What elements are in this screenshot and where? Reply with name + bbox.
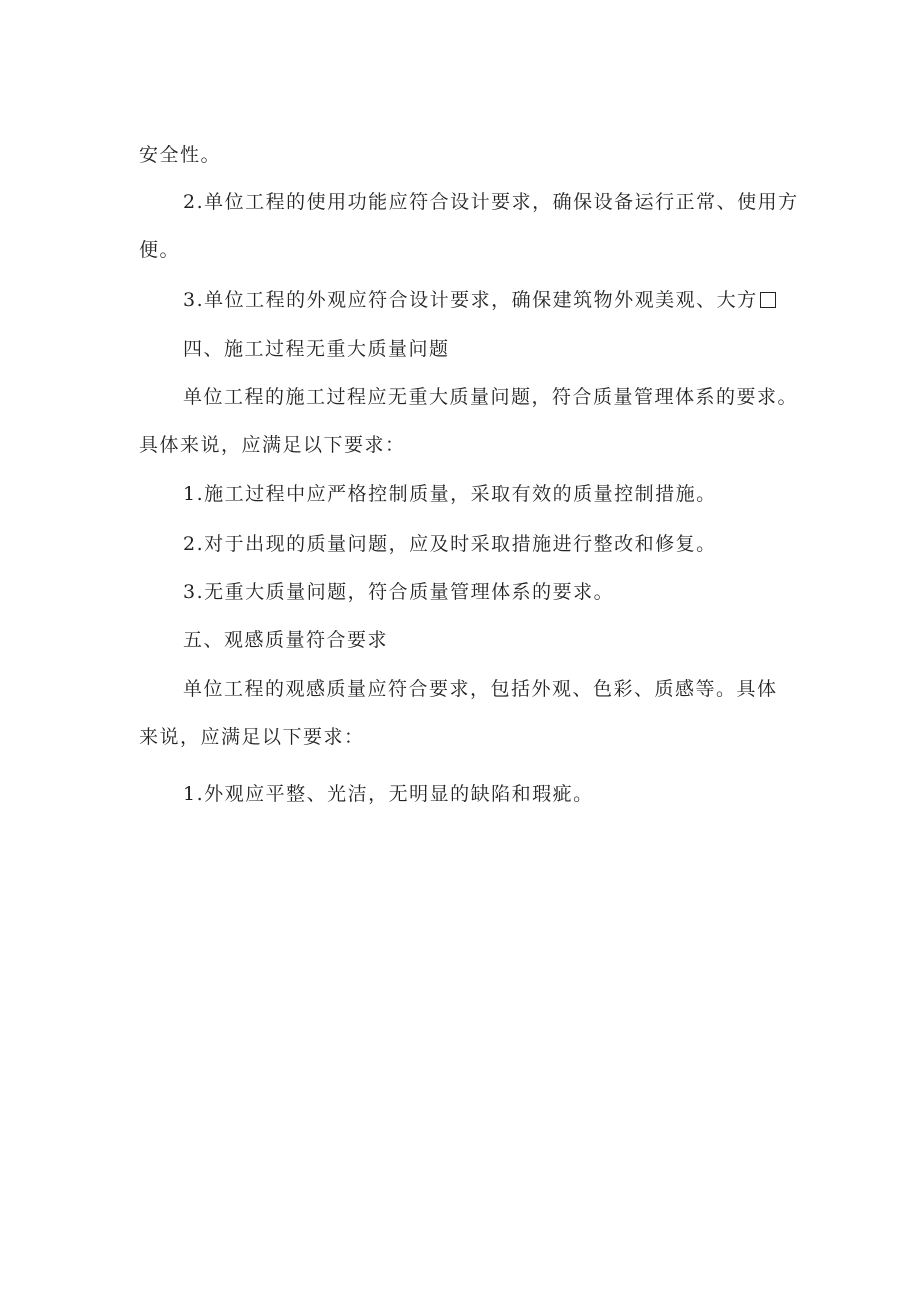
paragraph-line-8: 来说，应满足以下要求：: [139, 726, 365, 748]
section-heading-5: 五、观感质量符合要求: [183, 629, 389, 651]
paragraph-line-7: 单位工程的观感质量应符合要求，包括外观、色彩、质感等。具体: [183, 678, 778, 700]
paragraph-line-4-text: 3.单位工程的外观应符合设计要求，确保建筑物外观美观、大方: [183, 289, 758, 311]
paragraph-line-4: [183, 288, 776, 312]
paragraph-line-2: 2.单位工程的使用功能应符合设计要求，确保设备运行正常、使用方: [183, 191, 799, 213]
list-item-2: 2.对于出现的质量问题，应及时采取措施进行整改和修复。: [183, 533, 717, 555]
paragraph-line-5: 单位工程的施工过程应无重大质量问题，符合质量管理体系的要求。: [183, 386, 799, 408]
paragraph-line-3: 便。: [139, 239, 181, 261]
paragraph-line-1: 安全性。: [139, 144, 222, 166]
missing-glyph-box-icon: [760, 292, 776, 308]
list-item-4: 1.外观应平整、光洁，无明显的缺陷和瑕疵。: [183, 783, 594, 805]
section-heading-4: 四、施工过程无重大质量问题: [183, 338, 450, 360]
paragraph-line-6: 具体来说，应满足以下要求：: [139, 434, 406, 456]
list-item-3: 3.无重大质量问题，符合质量管理体系的要求。: [183, 581, 615, 603]
list-item-1: 1.施工过程中应严格控制质量，采取有效的质量控制措施。: [183, 483, 717, 505]
